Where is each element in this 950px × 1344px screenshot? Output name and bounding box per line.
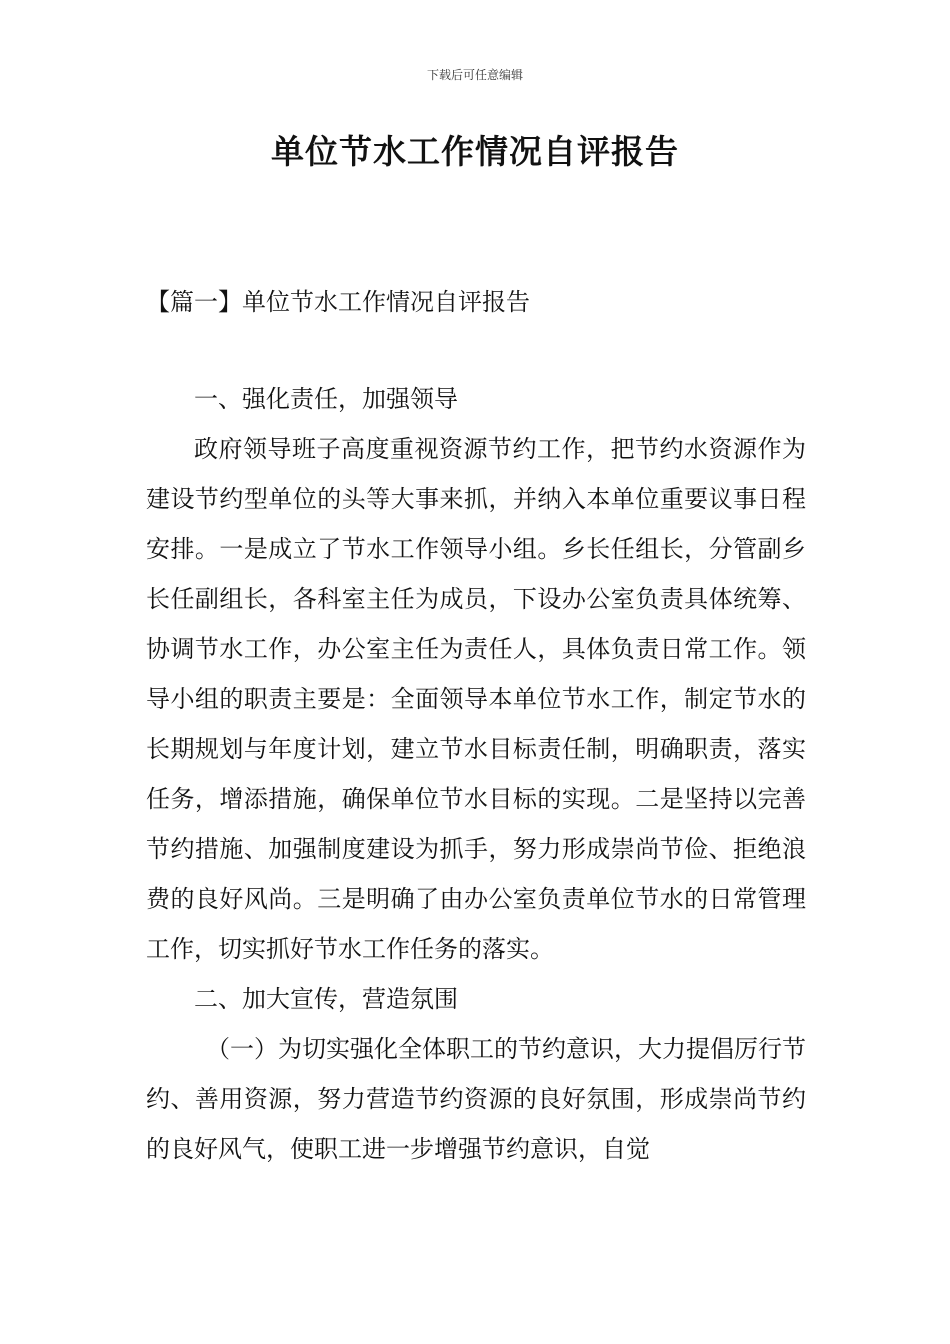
document-body	[146, 374, 806, 1174]
paragraph-heading-1: 一、强化责任，加强领导	[194, 385, 458, 413]
paragraph: （一）为切实强化全体职工的节约意识，大力提倡厉行节约、善用资源，努力营造节约资源的良好氛围，形成崇尚节约的良好风气，使职工进一步增强节约意识，自觉	[146, 1035, 806, 1163]
paragraph-heading-2: 二、加大宣传，营造氛围	[194, 985, 458, 1013]
document-title: 单位节水工作情况自评报告	[271, 132, 679, 171]
header-note: 下载后可任意编辑	[426, 68, 523, 82]
section-title: 【篇一】单位节水工作情况自评报告	[146, 288, 530, 316]
paragraph: 政府领导班子高度重视资源节约工作，把节约水资源作为建设节约型单位的头等大事来抓，并纳入本单位重要议事日程安排。一是成立了节水工作领导小组。乡长任组长，分管副乡长任副组长，各科室主任为成员，下设办公室负责具体统筹、协调节水工作，办公室主任为责任人，具体负责日常工作。领导小组的职责主要是：全面领导本单位节水工作，制定节水的长期规划与年度计划，建立节水目标责任制，明确职责，落实任务，增添措施，确保单位节水目标的实现。二是坚持以完善节约措施、加强制度建设为抓手，努力形成崇尚节俭、拒绝浪费的良好风尚。三是明确了由办公室负责单位节水的日常管理工作，切实抓好节水工作任务的落实。	[146, 435, 806, 963]
